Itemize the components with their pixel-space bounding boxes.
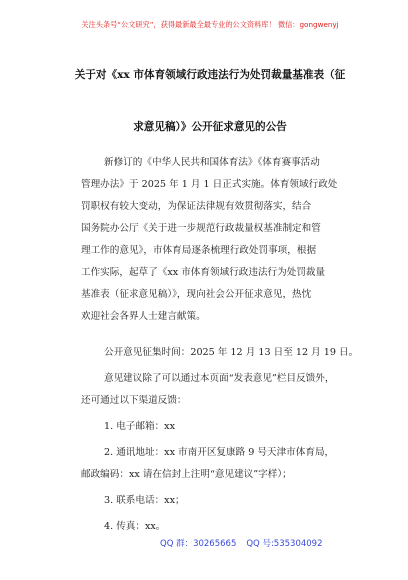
paragraph-1-line-6: 工作实际，起草了《xx 市体育领域行政违法行为处罚裁量 xyxy=(81,267,326,278)
paragraph-1-line-4: 国务院办公厅《关于进一步规范行政裁量权基准制定和管 xyxy=(81,223,321,234)
contact-item-email: 1. 电子邮箱：xx xyxy=(104,421,175,432)
paragraph-1-line-5: 理工作的意见》，市体育局逐条梳理行政处罚事项，根据 xyxy=(81,245,317,256)
contact-item-address-line-1: 2. 通讯地址：xx 市南开区复康路 9 号天津市体育局， xyxy=(104,447,335,458)
document-title-line-1: 关于对《xx 市体育领域行政违法行为处罚裁量基准表（征 xyxy=(74,69,346,81)
contact-item-fax: 4. 传真：xx。 xyxy=(104,521,166,532)
paragraph-1-line-2: 管理办法》于 2025 年 1 月 1 日正式实施。体育领域行政处 xyxy=(81,179,338,190)
footer-qq-group: QQ 群：30265665 xyxy=(160,539,237,549)
paragraph-1-line-1: 新修订的《中华人民共和国体育法》《体育赛事活动 xyxy=(104,157,320,168)
paragraph-3-line-2: 还可通过以下渠道反馈： xyxy=(81,395,187,406)
header-banner: 关注头条号“公文研究”，获得最新最全最专业的公文资料库！ 微信：gongwenyj xyxy=(81,20,339,29)
document-title-line-2: 求意见稿）》公开征求意见的公告 xyxy=(133,121,287,133)
footer-contact xyxy=(160,537,322,549)
paragraph-2: 公开意见征集时间：2025 年 12 月 13 日至 12 月 19 日。 xyxy=(104,347,359,358)
paragraph-3-line-1: 意见建议除了可以通过本页面“发表意见”栏目反馈外， xyxy=(104,373,335,384)
paragraph-1-line-8: 欢迎社会各界人士建言献策。 xyxy=(81,311,206,322)
footer-qq-number: QQ 号:535304092 xyxy=(246,539,323,549)
contact-item-address-line-2: 邮政编码：xx 请在信封上注明“意见建议”字样）； xyxy=(81,469,292,480)
paragraph-1-line-3: 罚职权有较大变动，为保证法律规有效贯彻落实，结合 xyxy=(81,201,312,212)
paragraph-1-line-7: 基准表（征求意见稿）》，现向社会公开征求意见，热忱 xyxy=(81,289,312,300)
contact-item-phone: 3. 联系电话：xx； xyxy=(104,495,185,506)
